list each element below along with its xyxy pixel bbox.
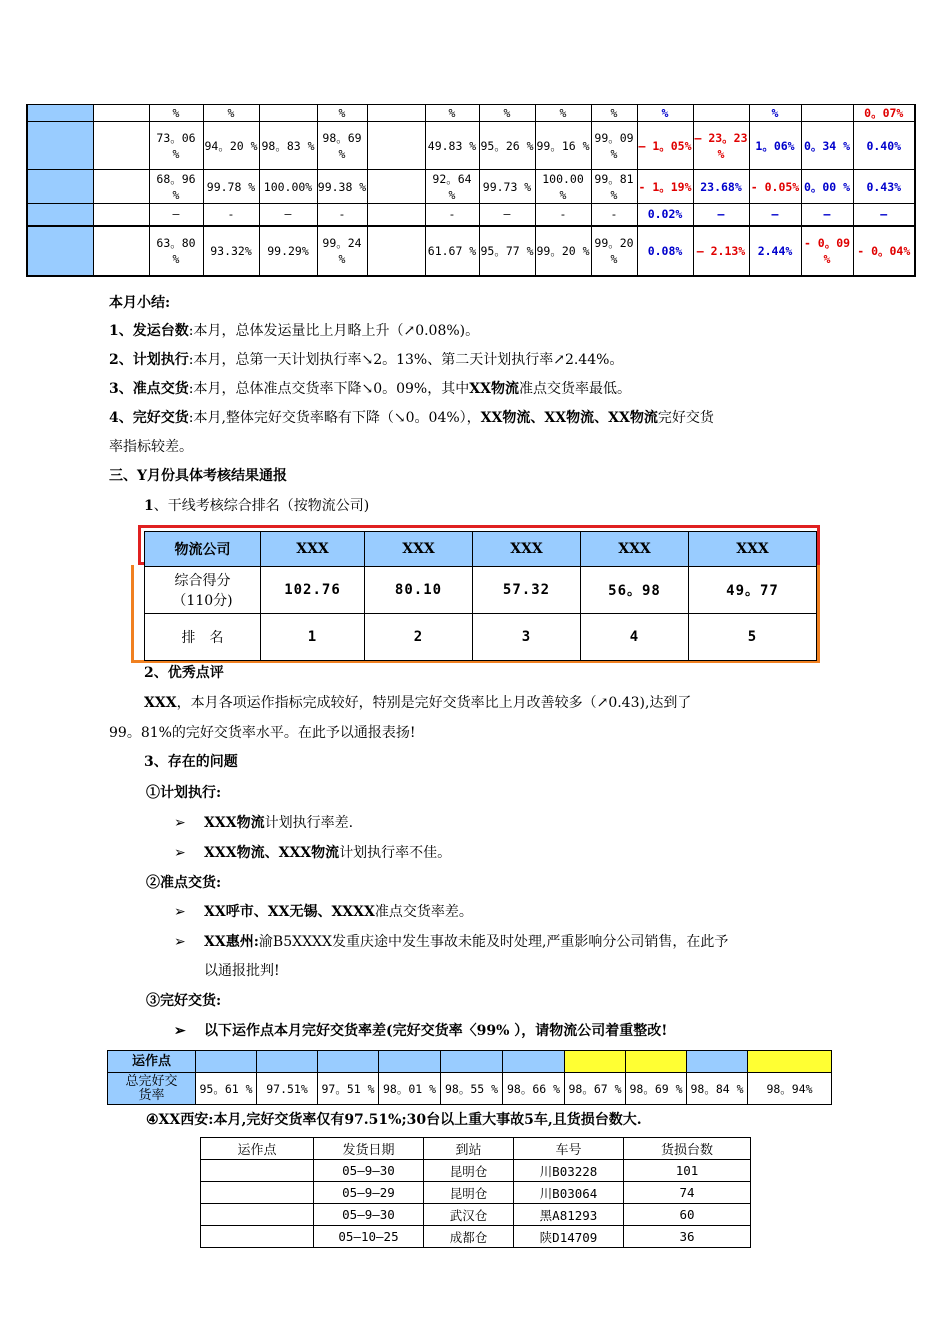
metric-cell: 73。06 % (149, 122, 203, 170)
damage-row (201, 1160, 751, 1182)
damage-cell: 74 (624, 1182, 751, 1204)
top-metrics-table (26, 104, 916, 277)
praise-line-2: 99。81%的完好交货率水平。在此予以通报表扬! (109, 725, 416, 741)
metric-cell: — 2.13% (693, 226, 749, 276)
score-2: 80.10 (365, 567, 473, 614)
damage-cell: 昆明仓 (424, 1160, 514, 1182)
damage-row (201, 1226, 751, 1248)
problem-2a: ➢ XX呼市、XX无锡、XXXX准点交货率差。 (174, 904, 473, 920)
ops-value-cell: 98。84 % (687, 1073, 748, 1105)
metric-cell: - (535, 204, 591, 226)
problem-3a: ➢ 以下运作点本月完好交货率差(完好交货率〈99% ），请物流公司着重整改! (174, 1023, 668, 1039)
damage-header-cell: 运作点 (201, 1138, 314, 1160)
metrics-row (27, 122, 915, 170)
metric-cell (93, 170, 149, 204)
metric-cell: 61.67 % (425, 226, 479, 276)
metric-cell: — (693, 204, 749, 226)
damage-table (200, 1137, 751, 1248)
ops-value-cell: 98。67 % (565, 1073, 626, 1105)
bullet-icon: ➢ (174, 904, 186, 920)
metric-cell: % (479, 105, 535, 122)
damage-cell (201, 1160, 314, 1182)
metric-cell: — (259, 204, 317, 226)
metric-cell: 0。34 % (801, 122, 853, 170)
metric-cell: 49.83 % (425, 122, 479, 170)
company-2: XXX (365, 532, 473, 567)
problem-4-title: ④XX西安:本月,完好交货率仅有97.51%;30台以上重大事故5车,且货损台数大. (146, 1112, 642, 1128)
metric-cell: - 0.05% (749, 170, 801, 204)
ops-value-cell: 97.51% (257, 1073, 318, 1105)
section3-sub1: 1、干线考核综合排名（按物流公司) (144, 498, 370, 514)
ops-value-cell: 95。61 % (196, 1073, 257, 1105)
metrics-row (27, 226, 915, 276)
company-4: XXX (581, 532, 689, 567)
damage-cell: 陕D14709 (514, 1226, 624, 1248)
metric-cell: 2.44% (749, 226, 801, 276)
row-header-cell (27, 226, 93, 276)
problem-2b: ➢ XX惠州:渝B5XXXX发重庆途中发生事故未能及时处理,严重影响分公司销售，在此予 (174, 934, 729, 950)
metric-cell: — (149, 204, 203, 226)
rank-5: 5 (689, 614, 817, 661)
metric-cell: — (801, 204, 853, 226)
problem-2-title: ②准点交货: (146, 875, 222, 891)
metric-cell: 99。16 % (535, 122, 591, 170)
row-header-cell (27, 204, 93, 226)
bullet-icon: ➢ (174, 815, 186, 831)
ops-header-cell (565, 1051, 626, 1073)
rank-1: 1 (261, 614, 365, 661)
summary-line-2: 2、计划执行:本月，总第一天计划执行率↘2。13%、第二天计划执行率↗2.44%。 (109, 352, 624, 368)
ops-header-cell (257, 1051, 318, 1073)
damage-cell: 05—9—30 (314, 1160, 424, 1182)
metric-cell (367, 122, 425, 170)
damage-header-cell: 货损台数 (624, 1138, 751, 1160)
metric-cell: 99.29% (259, 226, 317, 276)
metric-cell: 68。96 % (149, 170, 203, 204)
section3-sub2: 2、优秀点评 (144, 665, 224, 681)
metric-cell: 99。20 % (591, 226, 637, 276)
row-header-cell (27, 122, 93, 170)
summary-title: 本月小结: (109, 295, 171, 311)
metric-cell: 99。81 % (591, 170, 637, 204)
metric-cell (367, 226, 425, 276)
ops-header-cell (441, 1051, 503, 1073)
metric-cell: 99。24 % (317, 226, 367, 276)
damage-cell: 昆明仓 (424, 1182, 514, 1204)
metric-cell: - (203, 204, 259, 226)
damage-cell: 成都仓 (424, 1226, 514, 1248)
metric-cell: % (535, 105, 591, 122)
ops-row-label: 总完好交 货率 (108, 1073, 196, 1105)
ops-value-cell: 98。69 % (626, 1073, 687, 1105)
summary-line-4b: 率指标较差。 (109, 439, 193, 455)
metric-cell: 94。20 % (203, 122, 259, 170)
damage-cell: 武汉仓 (424, 1204, 514, 1226)
damage-cell: 36 (624, 1226, 751, 1248)
metric-cell (693, 105, 749, 122)
ops-value-cell: 98。01 % (379, 1073, 441, 1105)
score-5: 49。77 (689, 567, 817, 614)
score-3: 57.32 (473, 567, 581, 614)
rank-3: 3 (473, 614, 581, 661)
metric-cell: % (149, 105, 203, 122)
problem-1a: ➢ XXX物流计划执行率差. (174, 815, 354, 831)
company-3: XXX (473, 532, 581, 567)
problem-2b-cont: 以通报批判! (204, 963, 280, 979)
metric-cell: - (591, 204, 637, 226)
damage-cell: 05—10—25 (314, 1226, 424, 1248)
ops-value-cell: 98。66 % (503, 1073, 565, 1105)
damage-cell: 川B03228 (514, 1160, 624, 1182)
ops-table (107, 1050, 832, 1105)
score-1: 102.76 (261, 567, 365, 614)
damage-cell: 05—9—29 (314, 1182, 424, 1204)
damage-cell: 川B03064 (514, 1182, 624, 1204)
ops-header-cell (748, 1051, 832, 1073)
ranking-table (144, 531, 817, 661)
metric-cell: % (425, 105, 479, 122)
metric-cell: — (853, 204, 915, 226)
metric-cell: - (317, 204, 367, 226)
row-header-cell (27, 170, 93, 204)
bullet-icon: ➢ (174, 934, 186, 950)
metric-cell: — 23。23 % (693, 122, 749, 170)
problem-3-title: ③完好交货: (146, 993, 222, 1009)
score-4: 56。98 (581, 567, 689, 614)
rank-label: 排 名 (145, 614, 261, 661)
metric-cell: — (479, 204, 535, 226)
damage-cell (201, 1182, 314, 1204)
row-header-cell (27, 105, 93, 122)
metric-cell: 0。07% (853, 105, 915, 122)
metric-cell: 99。09 % (591, 122, 637, 170)
metric-cell: 1。06% (749, 122, 801, 170)
score-label: 综合得分 （110分) (145, 567, 261, 614)
summary-line-4: 4、完好交货:本月,整体完好交货率略有下降（↘0。04%），XX物流、XX物流、XX物流完好交货 (109, 410, 714, 426)
metric-cell: - (425, 204, 479, 226)
ranking-header-label: 物流公司 (145, 532, 261, 567)
bullet-icon: ➢ (174, 1023, 186, 1039)
metric-cell: % (203, 105, 259, 122)
metric-cell: 100.00 % (535, 170, 591, 204)
praise-line-1: XXX，本月各项运作指标完成较好，特别是完好交货率比上月改善较多（↗0.43),达到了 (144, 695, 692, 711)
section3-title: 三、Y月份具体考核结果通报 (109, 468, 287, 484)
rank-4: 4 (581, 614, 689, 661)
metric-cell: 23.68% (693, 170, 749, 204)
damage-cell: 05—9—30 (314, 1204, 424, 1226)
metric-cell (259, 105, 317, 122)
metric-cell: 0。00 % (801, 170, 853, 204)
metric-cell (367, 170, 425, 204)
summary-line-1: 1、发运台数:本月，总体发运量比上月略上升（↗0.08%)。 (109, 323, 480, 339)
metric-cell: 98。69 % (317, 122, 367, 170)
damage-cell (201, 1204, 314, 1226)
metric-cell (93, 204, 149, 226)
rank-2: 2 (365, 614, 473, 661)
metric-cell (367, 105, 425, 122)
ops-value-cell: 98。94% (748, 1073, 832, 1105)
metric-cell: 92。64 % (425, 170, 479, 204)
company-5: XXX (689, 532, 817, 567)
ops-header-cell (318, 1051, 379, 1073)
metric-cell: 99。20 % (535, 226, 591, 276)
ops-header-cell (379, 1051, 441, 1073)
damage-cell: 101 (624, 1160, 751, 1182)
metric-cell: 95。77 % (479, 226, 535, 276)
metric-cell: 98。83 % (259, 122, 317, 170)
metric-cell: 99.73 % (479, 170, 535, 204)
ops-header-cell (626, 1051, 687, 1073)
damage-cell: 60 (624, 1204, 751, 1226)
metric-cell: 0.43% (853, 170, 915, 204)
damage-cell: 黑A81293 (514, 1204, 624, 1226)
metric-cell: 93.32% (203, 226, 259, 276)
damage-header-cell: 发货日期 (314, 1138, 424, 1160)
damage-header-cell: 车号 (514, 1138, 624, 1160)
damage-header-row (201, 1138, 751, 1160)
metric-cell: % (591, 105, 637, 122)
metric-cell: % (317, 105, 367, 122)
metric-cell: 0.40% (853, 122, 915, 170)
metric-cell (367, 204, 425, 226)
damage-row (201, 1204, 751, 1226)
metric-cell (801, 105, 853, 122)
metric-cell: - 1。19% (637, 170, 693, 204)
bullet-icon: ➢ (174, 845, 186, 861)
ops-header-cell (687, 1051, 748, 1073)
company-1: XXX (261, 532, 365, 567)
ops-header-label: 运作点 (108, 1051, 196, 1073)
problem-1b: ➢ XXX物流、XXX物流计划执行率不佳。 (174, 845, 452, 861)
metric-cell (93, 122, 149, 170)
metric-cell (93, 226, 149, 276)
ops-value-cell: 98。55 % (441, 1073, 503, 1105)
section3-sub3: 3、存在的问题 (144, 754, 238, 770)
summary-line-3: 3、准点交货:本月，总体准点交货率下降↘0。09%，其中XX物流准点交货率最低。 (109, 381, 631, 397)
metrics-row (27, 105, 915, 122)
damage-header-cell: 到站 (424, 1138, 514, 1160)
ops-header-cell (503, 1051, 565, 1073)
metric-cell: 100.00% (259, 170, 317, 204)
metric-cell: 0.08% (637, 226, 693, 276)
ops-value-cell: 97。51 % (318, 1073, 379, 1105)
metric-cell: - 0。09 % (801, 226, 853, 276)
damage-row (201, 1182, 751, 1204)
metric-cell: % (637, 105, 693, 122)
metric-cell: - 0。04% (853, 226, 915, 276)
metric-cell: 63。80 % (149, 226, 203, 276)
metric-cell: % (749, 105, 801, 122)
metrics-row (27, 170, 915, 204)
metric-cell (93, 105, 149, 122)
damage-cell (201, 1226, 314, 1248)
metric-cell: 0.02% (637, 204, 693, 226)
metric-cell: — (749, 204, 801, 226)
problem-1-title: ①计划执行: (146, 785, 222, 801)
metric-cell: — 1。05% (637, 122, 693, 170)
metric-cell: 99.38 % (317, 170, 367, 204)
metric-cell: 95。26 % (479, 122, 535, 170)
metric-cell: 99.78 % (203, 170, 259, 204)
ops-header-cell (196, 1051, 257, 1073)
metrics-row (27, 204, 915, 226)
